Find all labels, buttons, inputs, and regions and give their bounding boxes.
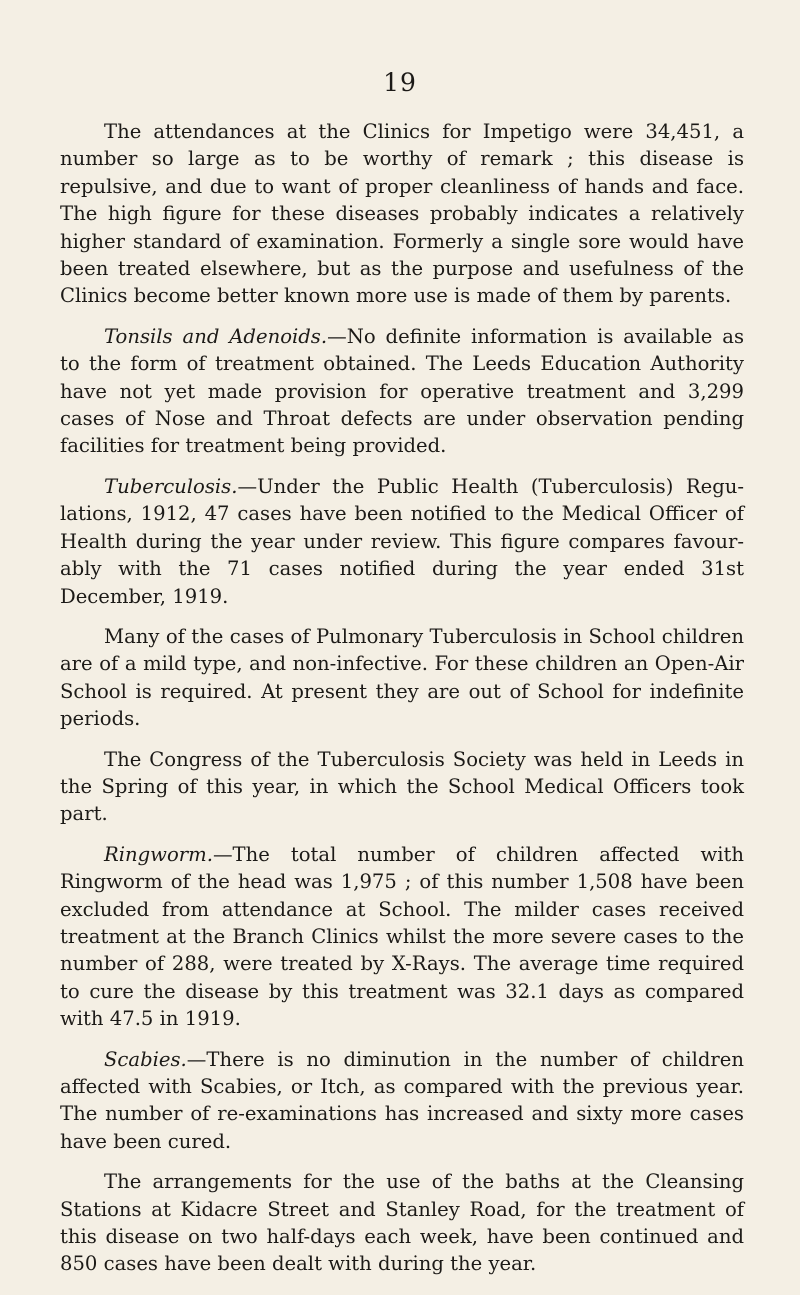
paragraph-text: —Under the Public Health (Tuberculosis) Regulations, 1912, 47 cases have been notified to the Medical Officer of Health during the year under review. This figure compares favourably with the 71 cases notified during the year ended 31st December, 1919. [60, 474, 744, 608]
section-heading: Scabies. [104, 1047, 187, 1071]
paragraph-text: The arrangements for the use of the baths at the Cleansing Stations at Kidacre Street and Stanley Road, for the treatment of this disease on two half-days each week, have been continued and 850 cases have been dealt with during the year. [60, 1170, 744, 1276]
section-heading: Tuberculosis. [104, 474, 238, 498]
paragraph-text: The Congress of the Tuberculosis Society was held in Leeds in the Spring of this year, in which the School Medical Officers took part. [60, 747, 744, 826]
paragraph-tuberculosis [60, 473, 744, 610]
page-number: 19 [383, 68, 417, 97]
section-heading: Ringworm. [104, 842, 213, 866]
paragraph-scabies [60, 1046, 744, 1156]
paragraph-impetigo [60, 118, 744, 310]
paragraph-ringworm [60, 841, 744, 1033]
paragraph-pulmonary [60, 623, 744, 733]
paragraph-text: —There is no diminution in the number of children affected with Scabies, or Itch, as compared with the previous year. The number of re-examinations has increased and sixty more cases have been cured. [60, 1047, 744, 1153]
section-heading: Tonsils and Adenoids. [104, 324, 328, 348]
body-text [60, 118, 744, 1291]
paragraph-tonsils-adenoids [60, 323, 744, 460]
paragraph-text: The attendances at the Clinics for Impetigo were 34,451, a number so large as to be worthy of remark ; this disease is repulsive, and due to want of proper cleanliness of hands and face. The high figure for these diseases probably indicates a relatively higher standard of examination. Formerly a single sore would have been treated elsewhere, but as the purpose and usefulness of the Clinics become better known more use is made of them by parents. [60, 120, 744, 308]
paragraph-text: —The total number of children affected with Ringworm of the head was 1,975 ; of this number 1,508 have been excluded from attendance at School. The milder cases received treatment at the Branch Clinics whilst the more severe cases to the number of 288, were treated by X-Rays. The average time required to cure the disease by this treatment was 32.1 days as compared with 47.5 in 1919. [60, 842, 744, 1031]
paragraph-text: Many of the cases of Pulmonary Tuberculosis in School children are of a mild type, and non-infective. For these children an Open-Air School is required. At present they are out of School for indefinite periods. [60, 624, 744, 731]
paragraph-congress [60, 746, 744, 828]
paragraph-baths [60, 1168, 744, 1278]
paragraph-text: —No definite information is available as to the form of treatment obtained. The Leeds Education Authority have not yet made provision for operative treatment and 3,299 cases of Nose and Throat defects are under observation pending facilities for treatment being provided. [60, 324, 745, 458]
